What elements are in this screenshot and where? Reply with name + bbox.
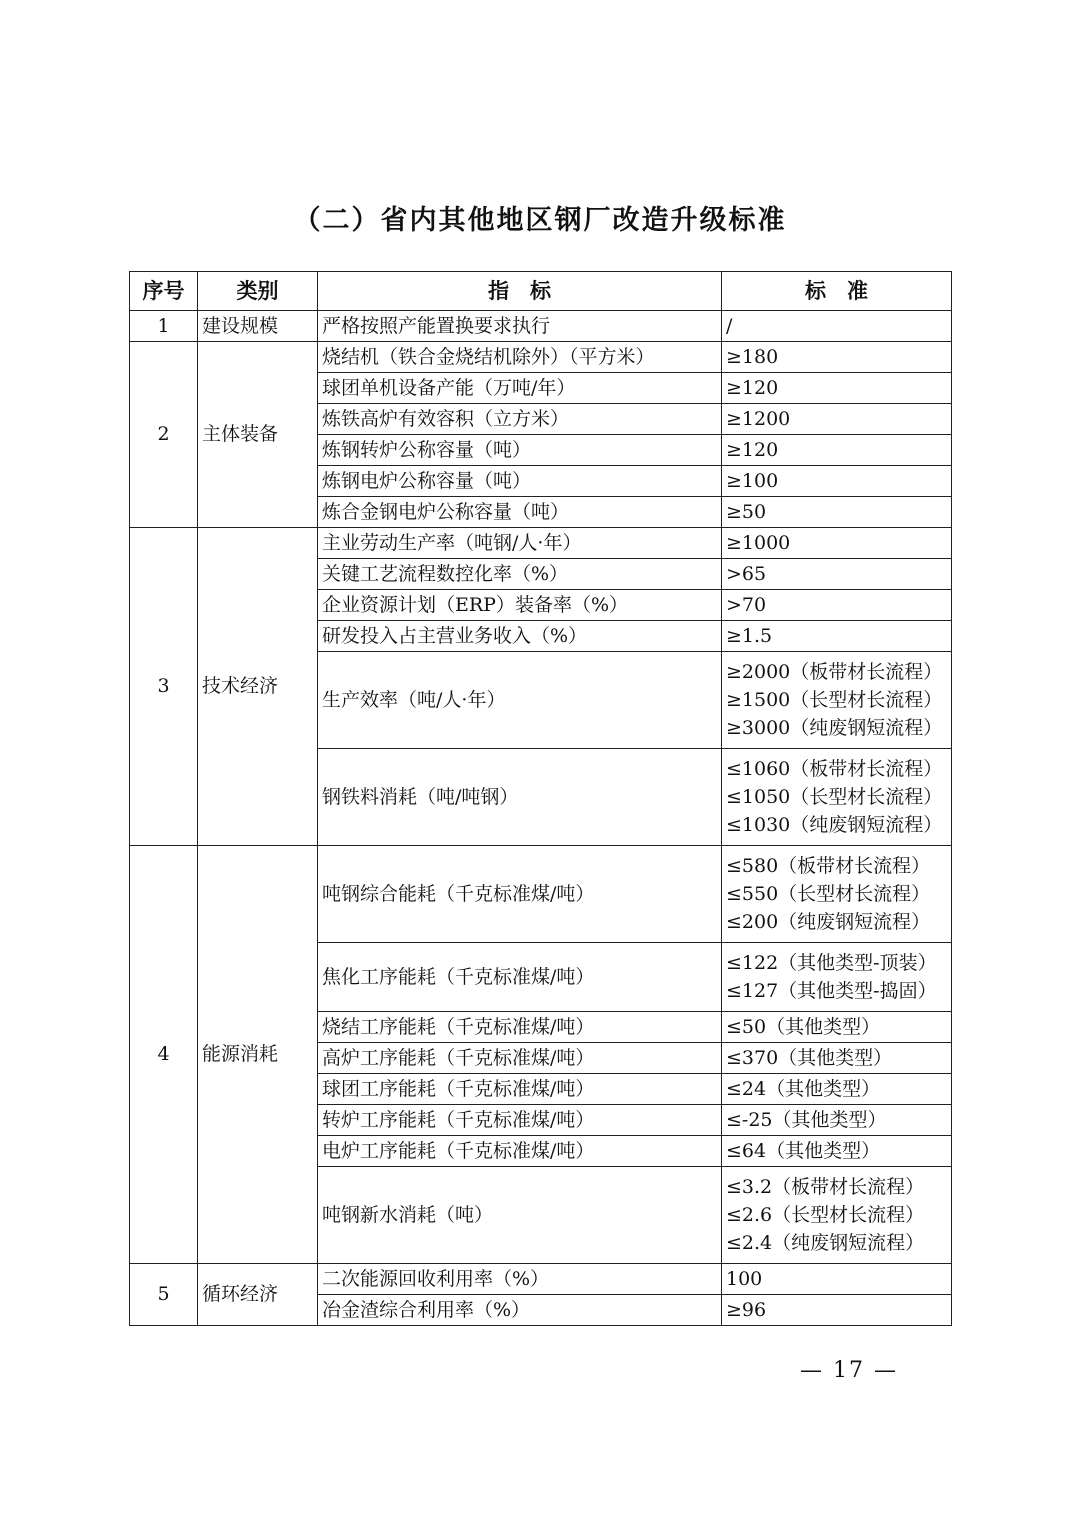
- header-category: 类别: [198, 272, 318, 311]
- standard-cell: [722, 621, 952, 652]
- table-row: [130, 342, 952, 373]
- table-row: [130, 311, 952, 342]
- standards-table: [129, 271, 952, 1326]
- standard-line: ≤3.2（板带材长流程）: [726, 1176, 925, 1198]
- standard-line: 100: [726, 1268, 763, 1290]
- category-cell: 主体装备: [198, 342, 318, 528]
- indicator-cell: 冶金渣综合利用率（%）: [318, 1295, 722, 1326]
- standard-cell: [722, 373, 952, 404]
- standard-line: ≤122（其他类型-顶装）: [726, 952, 937, 974]
- header-indicator: 指 标: [318, 272, 722, 311]
- page-title: （二）省内其他地区钢厂改造升级标准: [293, 205, 787, 236]
- standard-cell: [722, 749, 952, 846]
- standard-line: >70: [726, 594, 767, 616]
- standard-line: ≤1050（长型材长流程）: [726, 786, 943, 808]
- standard-line: ≤24（其他类型）: [726, 1078, 881, 1100]
- standard-cell: [722, 497, 952, 528]
- standard-line: ≥1500（长型材长流程）: [726, 689, 943, 711]
- indicator-cell: 球团工序能耗（千克标准煤/吨）: [318, 1074, 722, 1105]
- row-number: 3: [130, 528, 198, 846]
- indicator-cell: 高炉工序能耗（千克标准煤/吨）: [318, 1043, 722, 1074]
- table-header-row: [130, 272, 952, 311]
- standard-line: ≥1200: [726, 408, 791, 430]
- indicator-cell: 炼钢转炉公称容量（吨）: [318, 435, 722, 466]
- standard-cell: [722, 1105, 952, 1136]
- standard-cell: [722, 1167, 952, 1264]
- header-no: 序号: [130, 272, 198, 311]
- standard-line: >65: [726, 563, 767, 585]
- standard-line: ≥3000（纯废钢短流程）: [726, 717, 943, 739]
- standard-line: ≤580（板带材长流程）: [726, 855, 931, 877]
- standard-cell: [722, 342, 952, 373]
- category-cell: 能源消耗: [198, 846, 318, 1264]
- category-cell: 循环经济: [198, 1264, 318, 1326]
- indicator-cell: 企业资源计划（ERP）装备率（%）: [318, 590, 722, 621]
- indicator-cell: 二次能源回收利用率（%）: [318, 1264, 722, 1295]
- table-row: [130, 1264, 952, 1295]
- indicator-cell: 严格按照产能置换要求执行: [318, 311, 722, 342]
- standard-line: ≤2.6（长型材长流程）: [726, 1204, 925, 1226]
- standard-cell: [722, 528, 952, 559]
- indicator-cell: 吨钢新水消耗（吨）: [318, 1167, 722, 1264]
- standard-cell: [722, 1295, 952, 1326]
- row-number: 2: [130, 342, 198, 528]
- standard-cell: [722, 943, 952, 1012]
- standard-line: ≤64（其他类型）: [726, 1140, 881, 1162]
- standard-cell: [722, 590, 952, 621]
- standard-line: ≤1060（板带材长流程）: [726, 758, 943, 780]
- standard-line: ≥120: [726, 377, 779, 399]
- indicator-cell: 关键工艺流程数控化率（%）: [318, 559, 722, 590]
- standard-cell: [722, 311, 952, 342]
- standard-line: ≥1000: [726, 532, 791, 554]
- standard-line: ≥96: [726, 1299, 767, 1321]
- standard-cell: [722, 1264, 952, 1295]
- indicator-cell: 吨钢综合能耗（千克标准煤/吨）: [318, 846, 722, 943]
- row-number: 4: [130, 846, 198, 1264]
- category-cell: 技术经济: [198, 528, 318, 846]
- category-cell: 建设规模: [198, 311, 318, 342]
- standard-line: ≥120: [726, 439, 779, 461]
- indicator-cell: 钢铁料消耗（吨/吨钢）: [318, 749, 722, 846]
- row-number: 1: [130, 311, 198, 342]
- table-body: [130, 311, 952, 1326]
- standard-line: ≥100: [726, 470, 779, 492]
- standard-cell: [722, 1043, 952, 1074]
- indicator-cell: 研发投入占主营业务收入（%）: [318, 621, 722, 652]
- standard-cell: [722, 466, 952, 497]
- standard-line: ≤550（长型材长流程）: [726, 883, 931, 905]
- standard-line: ≤2.4（纯废钢短流程）: [726, 1232, 925, 1254]
- table-row: [130, 528, 952, 559]
- indicator-cell: 炼钢电炉公称容量（吨）: [318, 466, 722, 497]
- standard-line: ≤200（纯废钢短流程）: [726, 911, 931, 933]
- indicator-cell: 生产效率（吨/人·年）: [318, 652, 722, 749]
- standard-line: ≥50: [726, 501, 767, 523]
- standard-line: ≤1030（纯废钢短流程）: [726, 814, 943, 836]
- indicator-cell: 烧结工序能耗（千克标准煤/吨）: [318, 1012, 722, 1043]
- standard-cell: [722, 559, 952, 590]
- standard-line: ≤127（其他类型-捣固）: [726, 980, 937, 1002]
- standard-line: ≤50（其他类型）: [726, 1016, 881, 1038]
- standard-line: ≥180: [726, 346, 779, 368]
- standard-cell: [722, 435, 952, 466]
- page-number: — 17 —: [800, 1358, 898, 1383]
- table-row: [130, 846, 952, 943]
- standard-line: /: [726, 315, 733, 337]
- indicator-cell: 电炉工序能耗（千克标准煤/吨）: [318, 1136, 722, 1167]
- standard-cell: [722, 404, 952, 435]
- header-standard: 标 准: [722, 272, 952, 311]
- indicator-cell: 球团单机设备产能（万吨/年）: [318, 373, 722, 404]
- row-number: 5: [130, 1264, 198, 1326]
- standard-line: ≤-25（其他类型）: [726, 1109, 887, 1131]
- standard-cell: [722, 1012, 952, 1043]
- indicator-cell: 炼合金钢电炉公称容量（吨）: [318, 497, 722, 528]
- indicator-cell: 转炉工序能耗（千克标准煤/吨）: [318, 1105, 722, 1136]
- standard-cell: [722, 652, 952, 749]
- standard-cell: [722, 1136, 952, 1167]
- standard-line: ≤370（其他类型）: [726, 1047, 893, 1069]
- standard-line: ≥2000（板带材长流程）: [726, 661, 943, 683]
- standard-cell: [722, 846, 952, 943]
- standard-line: ≥1.5: [726, 625, 773, 647]
- standard-cell: [722, 1074, 952, 1105]
- indicator-cell: 主业劳动生产率（吨钢/人·年）: [318, 528, 722, 559]
- indicator-cell: 炼铁高炉有效容积（立方米）: [318, 404, 722, 435]
- indicator-cell: 焦化工序能耗（千克标准煤/吨）: [318, 943, 722, 1012]
- indicator-cell: 烧结机（铁合金烧结机除外）（平方米）: [318, 342, 722, 373]
